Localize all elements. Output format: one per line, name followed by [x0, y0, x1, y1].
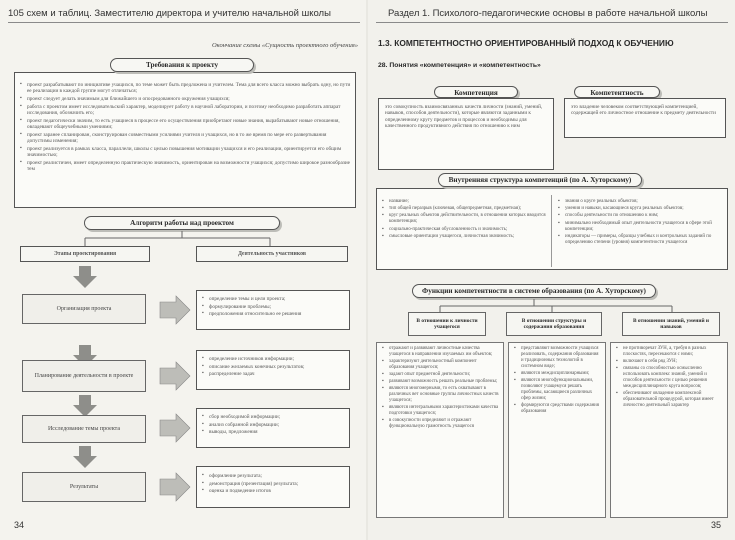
algorithm-title: Алгоритм работы над проектом	[84, 216, 280, 230]
activity-item: ▪ определение темы и цели проекта;	[201, 296, 345, 302]
function-item: ▪ связаны со способностью осмысленно использовать комплекс знаний, умений и способов деятельности с целью решения междисциплинарного круга вопросов;	[615, 366, 723, 390]
function-item: ▪ задают опыт предметной деятельности;	[381, 372, 499, 378]
requirements-title: Требования к проекту	[110, 58, 254, 72]
function-item: ▪ не противоречат ЗУН, а, требуя в разных плоскостях, пересекаются с ними;	[615, 346, 723, 358]
function-item: ▪ развивают возможность решать реальные проблемы;	[381, 379, 499, 385]
structure-item: ▪ круг реальных объектов действительности, в отношении которых вводится компетенция;	[381, 213, 551, 225]
stage-organization-activities	[196, 290, 350, 330]
structure-item: ▪ способы деятельности по отношению к ним;	[557, 213, 729, 219]
activity-heading: Деятельность участников	[238, 251, 306, 257]
function-item: ▪ являются интегральными характеристиками качества подготовки учащегося;	[381, 405, 499, 417]
functions-col1	[376, 342, 504, 518]
structure-item: ▪ тип общей перазрыв (ключевая, общепредметная, предметная);	[381, 206, 551, 212]
competence-label: Компетенция	[434, 86, 518, 98]
down-arrow-icon	[73, 266, 97, 288]
activity-item: ▪ сбор необходимой информации;	[201, 414, 345, 420]
left-running-header: 105 схем и таблиц. Заместителю директора и учителю начальной школы	[8, 8, 331, 19]
right-arrow-icon	[160, 414, 190, 442]
right-arrow-icon	[160, 362, 190, 390]
structure-title: Внутренняя структура компетенций (по А. Хуторскому)	[438, 173, 642, 187]
functions-col2	[508, 342, 606, 518]
stage-planning: Планирование деятельности в проекте	[22, 360, 146, 392]
activity-item: ▪ оформление результата;	[201, 473, 345, 479]
function-item: ▪ являются многофункциональными, позволяют учащемуся решать проблемы, касающиеся различных сфер жизни;	[513, 378, 601, 402]
section-title: 1.3. КОМПЕТЕНТНОСТНО ОРИЕНТИРОВАННЫЙ ПОДХОД К ОБУЧЕНИЮ	[378, 38, 674, 48]
requirement-item: ▪ проект педагогически значим, то есть учащиеся в процессе его осуществления приобретают новые знания, вырабатывают новые отношения, овладевают общеучебными умениями;	[19, 118, 351, 131]
stage-planning-activities	[196, 350, 350, 390]
structure-item: ▪ умения и навыки, касающиеся круга реальных объектов;	[557, 206, 729, 212]
right-arrow-icon	[160, 296, 190, 324]
left-page	[0, 0, 366, 540]
requirement-item: ▪ работа с проектом имеет исследовательский характер, моделирует работу в научной лаборатории, и поэтому необходимо разработать аппарат исследования, обозначить его;	[19, 104, 351, 117]
structure-item: ▪ индикаторы — примеры, образцы учебных и контрольных заданий по определению степени (уровня) компетентности учащегося	[557, 234, 729, 246]
structure-item: ▪ название;	[381, 199, 551, 205]
functions-col3-heading: В отношении знаний, умений и навыков	[622, 312, 720, 336]
function-item: ▪ включают в себя ряд ЗУН;	[615, 359, 723, 365]
figure-caption: Окончание схемы «Сущность проектного обучения»	[211, 42, 358, 49]
right-running-header: Раздел 1. Психолого-педагогические основы в работе начальной школы	[388, 8, 708, 19]
functions-col3	[610, 342, 728, 518]
structure-item: ▪ социально-практическая обусловленность и значимость;	[381, 227, 551, 233]
competency-label: Компетентность	[574, 86, 660, 98]
requirement-item: ▪ проект реалистичен, имеет определенную практическую значимость, ориентирован на возможности учащихся; допустимо широкое разнообразие тем	[19, 160, 351, 173]
right-arrow-icon	[160, 473, 190, 501]
left-page-number: 34	[14, 520, 25, 530]
stages-heading: Этапы проектирования	[53, 251, 117, 257]
activity-item: ▪ выводы, предложения	[201, 429, 345, 435]
activity-item: ▪ демонстрация (презентация) результата;	[201, 481, 345, 487]
activity-item: ▪ анализ собранной информации;	[201, 422, 345, 428]
structure-item: ▪ смысловые ориентации учащегося, личностная значимость;	[381, 234, 551, 240]
function-item: ▪ являются междисциплинарными;	[513, 371, 601, 377]
right-page	[368, 0, 735, 540]
competence-definition: это совокупность взаимосвязанных качеств личности (знаний, умений, навыков, способов деятельности), которые являются заданными к определенному кругу предметов и процессов и необходимы для качественного продуктивного действия по отношению к ним	[385, 104, 543, 129]
activity-item: ▪ определение источников информации;	[201, 356, 345, 362]
stage-arrows	[0, 0, 366, 540]
down-arrow-icon	[73, 395, 97, 417]
activity-item: ▪ формулирование проблемы;	[201, 304, 345, 310]
function-item: ▪ характеризуют деятельностный компонент образования учащегося;	[381, 359, 499, 371]
stage-organization: Организация проекта	[22, 294, 146, 324]
competency-definition: это владение человеком соответствующей компетенцией, содержащей его личностное отношение к предмету деятельности	[571, 104, 716, 117]
structure-item: ▪ знания о круге реальных объектов;	[557, 199, 729, 205]
function-item: ▪ в совокупности определяют и отражают функциональную грамотность учащегося	[381, 418, 499, 430]
function-item: ▪ формируются средствами содержания образования	[513, 403, 601, 415]
stage-research: Исследование темы проекта	[22, 415, 146, 443]
stage-results: Результаты	[22, 472, 146, 502]
right-page-number: 35	[710, 520, 721, 530]
diagram-title: 28. Понятия «компетенция» и «компетентность»	[378, 62, 541, 69]
functions-col1-heading: В отношении к личности учащегося	[408, 312, 486, 336]
activity-item: ▪ описание желаемых конечных результатов;	[201, 364, 345, 370]
activity-item: ▪ предположения относительно ее решения	[201, 311, 345, 317]
stage-research-activities	[196, 408, 350, 448]
structure-item: ▪ минимально необходимый опыт деятельности учащегося в сфере этой компетенции;	[557, 221, 729, 233]
requirement-item: ▪ проект разрабатывают по инициативе учащихся, по теме может быть предложена и учителем. Тема для всего класса можно выбрать одну, но пути ее реализации в каждой группе могут отличаться;	[19, 82, 351, 95]
stage-results-activities	[196, 466, 350, 508]
function-item: ▪ являются многомерными, то есть охватывают в различных вет основные группы личностных качеств учащегося;	[381, 386, 499, 404]
functions-title: Функции компетентности в системе образования (по А. Хуторскому)	[412, 284, 656, 298]
function-item: ▪ представляют возможности учащихся реализовать, содержания образования и традиционных технологий в системном виде;	[513, 346, 601, 370]
down-arrow-icon	[73, 446, 97, 468]
activity-item: ▪ оценка и подведение итогов	[201, 488, 345, 494]
function-item: ▪ обеспечивают овладение комплексной образовательной процедурой, которая имеет личностно деятельный характер	[615, 391, 723, 409]
function-item: ▪ отражают и развивают личностные качества учащегося в направлении изучаемых им объектов;	[381, 346, 499, 358]
requirement-item: ▪ проект реализуется в рамках класса, параллели, школы с целью повышения мотивации учащихся и его реализации, ориентируется его общим значимостью;	[19, 146, 351, 159]
requirement-item: ▪ проект следует делать значимым для ближайшего и опосредованного окружения учащихся;	[19, 96, 351, 102]
requirement-item: ▪ проект заранее спланирован, сконструирован совместными усилиями учителя и учащихся, но в то же время по мере его развертывания допустимы изменения;	[19, 132, 351, 145]
activity-item: ▪ распределение задач	[201, 371, 345, 377]
functions-col2-heading: В отношении структуры и содержания образования	[506, 312, 602, 336]
